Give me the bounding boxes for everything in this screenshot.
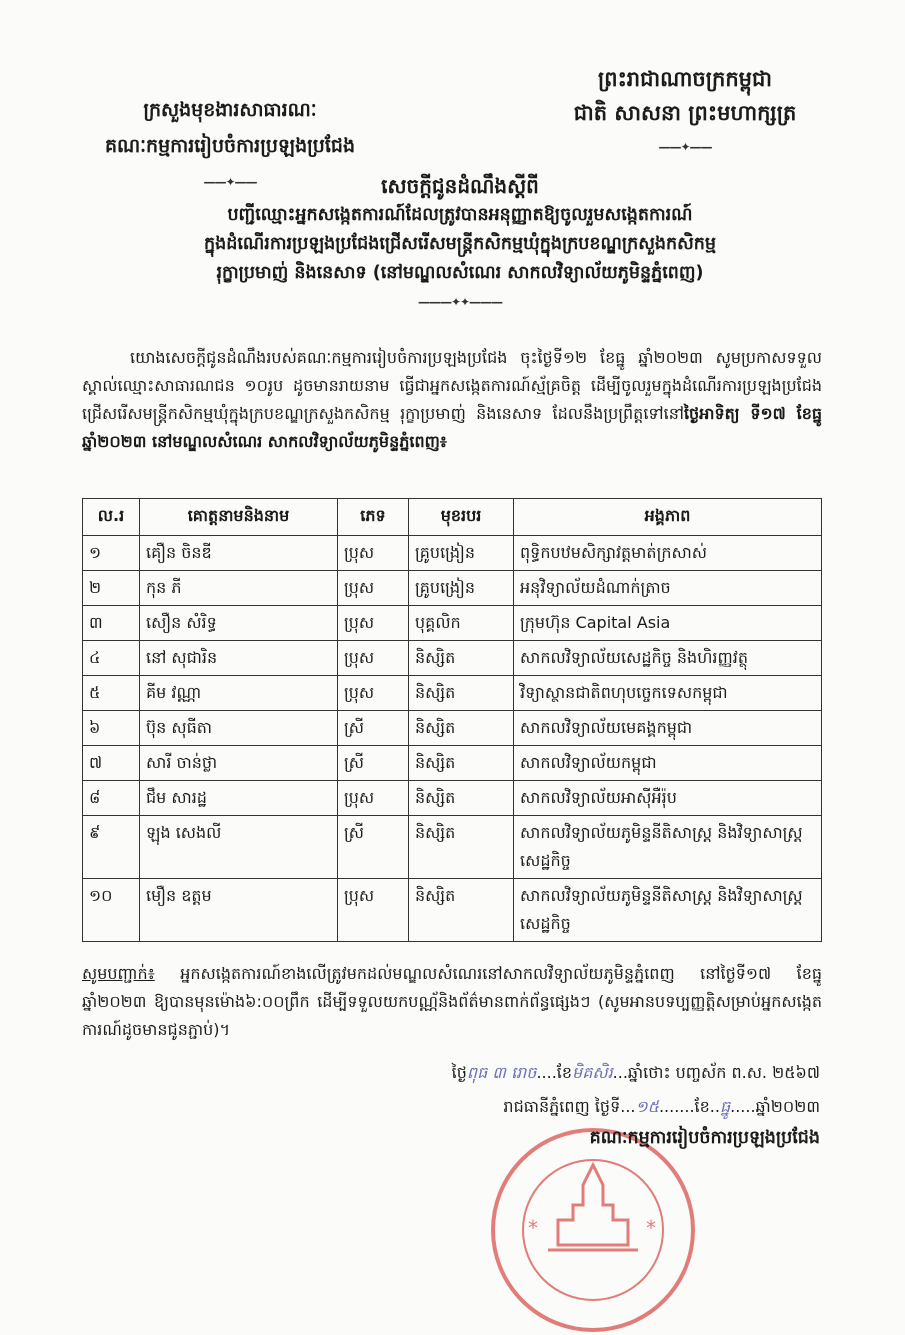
note-paragraph (82, 960, 822, 1044)
cell-institution: សាកលវិទ្យាល័យកម្ពុជា (514, 746, 822, 781)
svg-text:*: * (646, 1216, 656, 1240)
signing-committee: គណៈកម្មការរៀបចំការប្រឡងប្រជែង (589, 1128, 820, 1148)
observer-table (82, 498, 822, 942)
cell-name: ជឹម សារដ្ឋ (140, 781, 338, 816)
cell-no: ១០ (83, 879, 140, 942)
cell-name: គឿន ចិនឌី (140, 536, 338, 571)
kingdom-name: ព្រះរាជាណាចក្រកម្ពុជា (597, 67, 772, 91)
note-label: សូមបញ្ជាក់៖ (82, 964, 155, 983)
cell-name: កុន ភី (140, 571, 338, 606)
header-occupation: មុខរបរ (409, 499, 514, 536)
table-row (83, 606, 822, 641)
cell-no: ៩ (83, 816, 140, 879)
cell-no: ៤ (83, 641, 140, 676)
cell-sex: ប្រុស (338, 781, 409, 816)
title-line-4: រុក្ខាប្រមាញ់ និងនេសាទ (នៅមណ្ឌលសំណេរ សាកលវិទ្យាល័យភូមិន្ទភ្នំពេញ) (216, 263, 704, 283)
cell-institution: សាកលវិទ្យាល័យសេដ្ឋកិច្ច និងហិរញ្ញវត្ថុ (514, 641, 822, 676)
cell-institution: ពុទ្ធិកបឋមសិក្សាវត្តមាត់ក្រសាស់ (514, 536, 822, 571)
cell-institution: អនុវិទ្យាល័យដំណាក់ត្រាច (514, 571, 822, 606)
cell-no: ១ (83, 536, 140, 571)
table-row (83, 676, 822, 711)
solar-date-prefix: រាជធានីភ្នំពេញ ថ្ងៃទី (503, 1097, 621, 1116)
intro-bold-text: ថ្ងៃអាទិត្យ ទី១៧ ខែធ្នូ ឆ្នាំ២០២៣ នៅមណ្ឌលសំណេរ សាកលវិទ្យាល័យភូមិន្ទភ្នំពេញ៖ (82, 404, 822, 451)
cell-no: ៦ (83, 711, 140, 746)
cell-occupation: និស្សិត (409, 676, 514, 711)
cell-sex: ប្រុស (338, 571, 409, 606)
cell-institution: សាកលវិទ្យាល័យភូមិន្ទនីតិសាស្ត្រ និងវិទ្យាសាស្ត្រសេដ្ឋកិច្ច (514, 816, 822, 879)
lunar-day-handwritten: ពុធ ៣ រោច (466, 1063, 537, 1082)
cell-occupation: គ្រូបង្រៀន (409, 571, 514, 606)
cell-sex: ប្រុស (338, 879, 409, 942)
cell-no: ៣ (83, 606, 140, 641)
cell-occupation: និស្សិត (409, 816, 514, 879)
cell-occupation: និស្សិត (409, 879, 514, 942)
solar-day-handwritten: ១៥ (635, 1097, 659, 1116)
cell-institution: វិទ្យាស្ថានជាតិពហុបច្ចេកទេសកម្ពុជា (514, 676, 822, 711)
cell-name: សារី ចាន់ថ្លា (140, 746, 338, 781)
official-seal (488, 1125, 698, 1335)
cell-institution: សាកលវិទ្យាល័យអាស៊ីអឺរ៉ុប (514, 781, 822, 816)
lunar-date-prefix: ថ្ងៃ (451, 1063, 467, 1082)
cell-sex: ស្រី (338, 746, 409, 781)
national-motto: ជាតិ សាសនា ព្រះមហាក្សត្រ (573, 101, 797, 125)
header-no: ល.រ (83, 499, 140, 536)
solar-year: ឆ្នាំ២០២៣ (755, 1097, 820, 1116)
solar-month-handwritten: ធ្នូ (719, 1097, 731, 1116)
kingdom-header (520, 62, 850, 164)
table-row (83, 746, 822, 781)
cell-sex: ប្រុស (338, 641, 409, 676)
cell-institution: សាកលវិទ្យាល័យភូមិន្ទនីតិសាស្ត្រ និងវិទ្យាសាស្ត្រសេដ្ឋកិច្ច (514, 879, 822, 942)
cell-occupation: គ្រូបង្រៀន (409, 536, 514, 571)
cell-occupation: និស្សិត (409, 781, 514, 816)
cell-occupation: និស្សិត (409, 711, 514, 746)
note-text: អ្នកសង្កេតការណ៍ខាងលើត្រូវមកដល់មណ្ឌលសំណេរនៅសាកលវិទ្យាល័យភូមិន្ទភ្នំពេញ នៅថ្ងៃទី១៧ ខែធ្នូ ឆ្នាំ២០២៣ ឱ្យបានមុនម៉ោង៦:០០ព្រឹក ដើម្បីទទួលយកបណ្ណ័និងព័ត៌មានពាក់ព័ន្ធផ្សេងៗ (សូមអានបទប្បញ្ញត្តិសម្រាប់អ្នកសង្កេតការណ៍ដូចមានជូនភ្ជាប់)។ (82, 964, 822, 1039)
cell-name: ប៊ុន សុធីតា (140, 711, 338, 746)
cell-name: មឿន ឧត្តម (140, 879, 338, 942)
intro-paragraph (82, 344, 822, 456)
cell-name: ឡុង សេងលី (140, 816, 338, 879)
header-sex: ភេទ (338, 499, 409, 536)
header-institution: អង្គភាព (514, 499, 822, 536)
cell-no: ៨ (83, 781, 140, 816)
cell-sex: ប្រុស (338, 536, 409, 571)
cell-institution: សាកលវិទ្យាល័យមេគង្គកម្ពុជា (514, 711, 822, 746)
table-row (83, 816, 822, 879)
solar-month-prefix: ខែ (694, 1097, 710, 1116)
cell-sex: ប្រុស (338, 606, 409, 641)
ornament-divider: ——✦—— (658, 140, 712, 154)
solar-date: រាជធានីភ្នំពេញ ថ្ងៃទី...១៥.......ខែ..ធ្នូ.....ឆ្នាំ២០២៣ (503, 1097, 820, 1116)
table-row (83, 536, 822, 571)
committee-name: គណៈកម្មការរៀបចំការប្រឡងប្រជែង (104, 135, 356, 157)
cell-occupation: និស្សិត (409, 641, 514, 676)
title-line-2: បញ្ជីឈ្មោះអ្នកសង្កេតការណ៍ដែលត្រូវបានអនុញ្ញាតឱ្យចូលរួមសង្កេតការណ៍ (227, 205, 693, 225)
cell-sex: ស្រី (338, 816, 409, 879)
intro-text: យោងសេចក្តីជូនដំណឹងរបស់គណៈកម្មការរៀបចំការប្រឡងប្រជែង ចុះថ្ងៃទី១២ ខែធ្នូ ឆ្នាំ២០២៣ សូមប្រកាសទទួលស្គាល់ឈ្មោះសាធារណជន ១០រូប ដូចមានរាយនាម ធ្វើជាអ្នកសង្កេតការណ៍ស្ម័គ្រចិត្ត ដើម្បីចូលរួមក្នុងដំណើរការប្រឡងប្រជែងជ្រើសរើសមន្ត្រីកសិកម្មឃុំក្នុងក្របខណ្ឌក្រសួងកសិកម្ម រុក្ខាប្រមាញ់ និងនេសាទ ដែលនឹងប្រព្រឹត្តទៅនៅ (82, 348, 822, 423)
cell-institution: ក្រុមហ៊ុន Capital Asia (514, 606, 822, 641)
lunar-year: ឆ្នាំថោះ បញ្ចស័ក ព.ស. ២៥៦៧ (627, 1063, 820, 1082)
cell-sex: ស្រី (338, 711, 409, 746)
cell-occupation: និស្សិត (409, 746, 514, 781)
cell-name: នៅ សុជារិន (140, 641, 338, 676)
title-line-3: ក្នុងដំណើរការប្រឡងប្រជែងជ្រើសរើសមន្ត្រីកសិកម្មឃុំក្នុងក្របខណ្ឌក្រសួងកសិកម្ម (204, 234, 716, 254)
table-row (83, 571, 822, 606)
ministry-name: ក្រសួងមុខងារសាធារណៈ (143, 99, 317, 121)
cell-no: ៥ (83, 676, 140, 711)
table-row (83, 641, 822, 676)
document-title (80, 172, 840, 317)
ornament-divider: ———✦✦——— (417, 295, 503, 309)
svg-text:*: * (528, 1216, 538, 1240)
header-name: គោត្តនាមនិងនាម (140, 499, 338, 536)
cell-no: ២ (83, 571, 140, 606)
lunar-month-prefix: ខែ (556, 1063, 573, 1082)
lunar-date: ថ្ងៃពុធ ៣ រោច....ខែមិគសិរ...ឆ្នាំថោះ បញ្ចស័ក ព.ស. ២៥៦៧ (451, 1063, 820, 1082)
table-header-row (83, 499, 822, 536)
lunar-month-handwritten: មិគសិរ (572, 1063, 613, 1082)
cell-name: សឿន សំរិទ្ធ (140, 606, 338, 641)
table-row (83, 781, 822, 816)
ornament-divider: ——✦—— (203, 175, 257, 189)
title-line-1: សេចក្តីជូនដំណឹងស្តីពី (381, 174, 539, 198)
cell-no: ៧ (83, 746, 140, 781)
cell-sex: ប្រុស (338, 676, 409, 711)
cell-occupation: បុគ្គលិក (409, 606, 514, 641)
table-row (83, 879, 822, 942)
cell-name: គីម វណ្ណា (140, 676, 338, 711)
table-row (83, 711, 822, 746)
